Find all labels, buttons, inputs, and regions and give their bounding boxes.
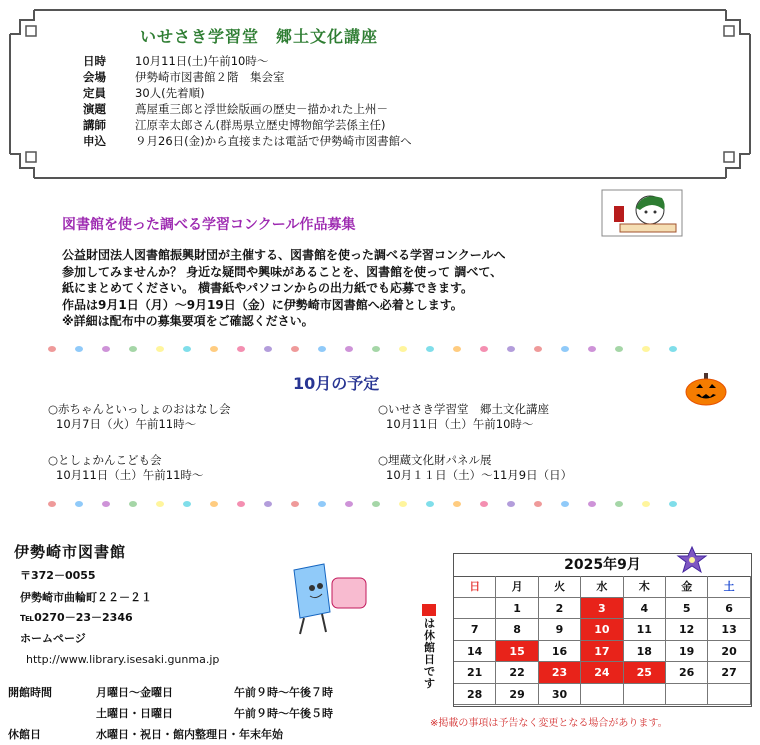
dot xyxy=(318,346,326,352)
lecture-title: いせさき学習堂 郷土文化講座 xyxy=(140,27,379,46)
dot xyxy=(669,346,677,352)
calendar-day: 26 xyxy=(666,662,708,684)
september-calendar xyxy=(453,553,752,707)
calendar-day xyxy=(454,598,496,620)
dot xyxy=(264,501,272,507)
dot xyxy=(156,346,164,352)
library-address: 伊勢崎市曲輪町２２－２１ xyxy=(20,591,152,604)
lecture-row xyxy=(83,69,285,85)
lecture-row-value: 伊勢崎市図書館２階 集会室 xyxy=(135,70,285,84)
lecture-row-value: 30人(先着順) xyxy=(135,86,205,100)
dot-divider-bottom xyxy=(48,499,688,509)
event-name: ○赤ちゃんといっしょのおはなし会 xyxy=(48,402,231,416)
dot xyxy=(48,346,56,352)
calendar-weekday: 土 xyxy=(708,576,750,598)
dot xyxy=(345,346,353,352)
calendar-day: 12 xyxy=(666,619,708,641)
dot xyxy=(453,346,461,352)
calendar-day xyxy=(666,684,708,706)
dot xyxy=(318,501,326,507)
lecture-row-key: 申込 xyxy=(83,134,106,148)
dot xyxy=(291,501,299,507)
calendar-day: 4 xyxy=(624,598,666,620)
calendar-day: 6 xyxy=(708,598,750,620)
dot xyxy=(183,346,191,352)
dot xyxy=(480,346,488,352)
calendar-day: 24 xyxy=(581,662,623,684)
calendar-day: 14 xyxy=(454,641,496,663)
dot-divider-top xyxy=(48,344,688,354)
dot xyxy=(291,346,299,352)
pumpkin-icon xyxy=(684,372,728,406)
library-url[interactable]: http://www.library.isesaki.gunma.jp xyxy=(26,653,220,666)
dot xyxy=(561,501,569,507)
calendar-day: 28 xyxy=(454,684,496,706)
library-tel: ℡0270－23－2346 xyxy=(20,611,133,624)
dot xyxy=(642,346,650,352)
dot xyxy=(507,346,515,352)
calendar-day: 19 xyxy=(666,641,708,663)
calendar-day xyxy=(581,684,623,706)
event-name: ○埋蔵文化財パネル展 xyxy=(378,453,492,467)
calendar-weekday: 日 xyxy=(454,576,496,598)
dot xyxy=(75,501,83,507)
october-title: 10月の予定 xyxy=(293,374,380,393)
calendar-day: 20 xyxy=(708,641,750,663)
homepage-label: ホームページ xyxy=(20,632,86,645)
closed-days-text: 水曜日・祝日・館内整理日・年末年始 xyxy=(96,728,283,741)
calendar-note: ※掲載の事項は予告なく変更となる場合があります。 xyxy=(430,718,668,729)
dot xyxy=(102,346,110,352)
dot xyxy=(48,501,56,507)
closed-days-label: 休館日 xyxy=(8,728,41,741)
calendar-day: 25 xyxy=(624,662,666,684)
lecture-row-key: 日時 xyxy=(83,54,106,68)
dot xyxy=(426,501,434,507)
calendar-day xyxy=(624,684,666,706)
calendar-day xyxy=(708,684,750,706)
calendar-day: 17 xyxy=(581,641,623,663)
calendar-weekday: 月 xyxy=(496,576,538,598)
calendar-day: 7 xyxy=(454,619,496,641)
calendar-weekday: 火 xyxy=(539,576,581,598)
dot xyxy=(399,346,407,352)
dot xyxy=(345,501,353,507)
lecture-row xyxy=(83,53,268,69)
lecture-row xyxy=(83,85,205,101)
calendar-weekday: 水 xyxy=(581,576,623,598)
dot xyxy=(534,346,542,352)
hours-weekday-days: 月曜日～金曜日 xyxy=(96,686,173,699)
calendar-day: 23 xyxy=(539,662,581,684)
lecture-row-key: 定員 xyxy=(83,86,106,100)
dot xyxy=(507,501,515,507)
calendar-day: 11 xyxy=(624,619,666,641)
hours-weekend-days: 土曜日・日曜日 xyxy=(96,707,173,720)
event-name: ○いせさき学習堂 郷土文化講座 xyxy=(378,402,550,416)
lecture-row xyxy=(83,133,412,149)
calendar-day: 22 xyxy=(496,662,538,684)
event-name: ○としょかんこども会 xyxy=(48,453,162,467)
dot xyxy=(210,346,218,352)
hours-weekday-time: 午前９時～午後７時 xyxy=(234,686,333,699)
contest-title: 図書館を使った調べる学習コンクール作品募集 xyxy=(62,217,356,233)
dot xyxy=(588,346,596,352)
calendar-day: 16 xyxy=(539,641,581,663)
dot xyxy=(534,501,542,507)
dot xyxy=(237,501,245,507)
closed-legend-text: は休館日です xyxy=(424,617,435,690)
dot xyxy=(156,501,164,507)
contest-text-line: 紙にまとめてください。 横書紙やパソコンからの出力紙でも応募できます。 xyxy=(62,281,473,295)
dot xyxy=(426,346,434,352)
calendar-day: 29 xyxy=(496,684,538,706)
closed-legend-swatch xyxy=(422,604,436,616)
lecture-row-value: 10月11日(土)午前10時～ xyxy=(135,54,269,68)
event-time: 10月１１日（土）～11月9日（日） xyxy=(386,468,573,482)
lecture-row-key: 演題 xyxy=(83,102,106,116)
dot xyxy=(129,346,137,352)
calendar-day: 27 xyxy=(708,662,750,684)
event-time: 10月7日（火）午前11時～ xyxy=(56,417,197,431)
book-character-illustration xyxy=(282,560,374,640)
dot xyxy=(210,501,218,507)
calendar-day: 2 xyxy=(539,598,581,620)
dot xyxy=(669,501,677,507)
library-postal: 〒372－0055 xyxy=(20,569,96,582)
calendar-day: 1 xyxy=(496,598,538,620)
calendar-day: 15 xyxy=(496,641,538,663)
calendar-day: 13 xyxy=(708,619,750,641)
dot xyxy=(372,346,380,352)
lecture-row xyxy=(83,117,385,133)
calendar-day: 8 xyxy=(496,619,538,641)
contest-text-line: 作品は9月1日（月）～9月19日（金）に伊勢崎市図書館へ必着とします。 xyxy=(62,297,463,312)
contest-text-line: ※詳細は配布中の募集要項をご確認ください。 xyxy=(62,314,314,328)
calendar-day: 9 xyxy=(539,619,581,641)
dot xyxy=(102,501,110,507)
dot xyxy=(588,501,596,507)
calendar-day: 30 xyxy=(539,684,581,706)
lecture-row-value: ９月26日(金)から直接または電話で伊勢崎市図書館へ xyxy=(135,134,412,148)
lecture-row-value: 蔦屋重三郎と浮世絵版画の歴史－描かれた上州－ xyxy=(135,102,388,116)
dot xyxy=(237,346,245,352)
dot xyxy=(264,346,272,352)
hours-weekend-time: 午前９時～午後５時 xyxy=(234,707,333,720)
dot xyxy=(480,501,488,507)
contest-text-line: 公益財団法人図書館振興財団が主催する、図書館を使った調べる学習コンクールへ xyxy=(62,248,506,262)
contest-text-line: 参加してみませんか？ 身近な疑問や興味があることを、図書館を使って 調べて、 xyxy=(62,264,503,279)
calendar-weekday: 金 xyxy=(666,576,708,598)
dot xyxy=(561,346,569,352)
library-name: 伊勢崎市図書館 xyxy=(14,543,127,561)
calendar-title: 2025年9月 xyxy=(454,554,751,577)
dot xyxy=(642,501,650,507)
dot xyxy=(453,501,461,507)
calendar-day: 10 xyxy=(581,619,623,641)
bellflower-icon xyxy=(675,543,709,575)
calendar-day: 3 xyxy=(581,598,623,620)
lecture-row-key: 会場 xyxy=(83,70,106,84)
dot xyxy=(615,501,623,507)
dot xyxy=(75,346,83,352)
calendar-day: 5 xyxy=(666,598,708,620)
dot xyxy=(183,501,191,507)
event-time: 10月11日（土）午前11時～ xyxy=(56,468,204,482)
dot xyxy=(372,501,380,507)
lecture-row-key: 講師 xyxy=(83,118,106,132)
calendar-day: 21 xyxy=(454,662,496,684)
lecture-row xyxy=(83,101,388,117)
event-time: 10月11日（土）午前10時～ xyxy=(386,417,534,431)
hours-label: 開館時間 xyxy=(8,686,52,699)
dot xyxy=(129,501,137,507)
dot xyxy=(615,346,623,352)
dot xyxy=(399,501,407,507)
calendar-weekday: 木 xyxy=(624,576,666,598)
student-studying-illustration xyxy=(600,188,684,238)
lecture-row-value: 江原幸太郎さん(群馬県立歴史博物館学芸係主任) xyxy=(135,118,386,132)
calendar-day: 18 xyxy=(624,641,666,663)
